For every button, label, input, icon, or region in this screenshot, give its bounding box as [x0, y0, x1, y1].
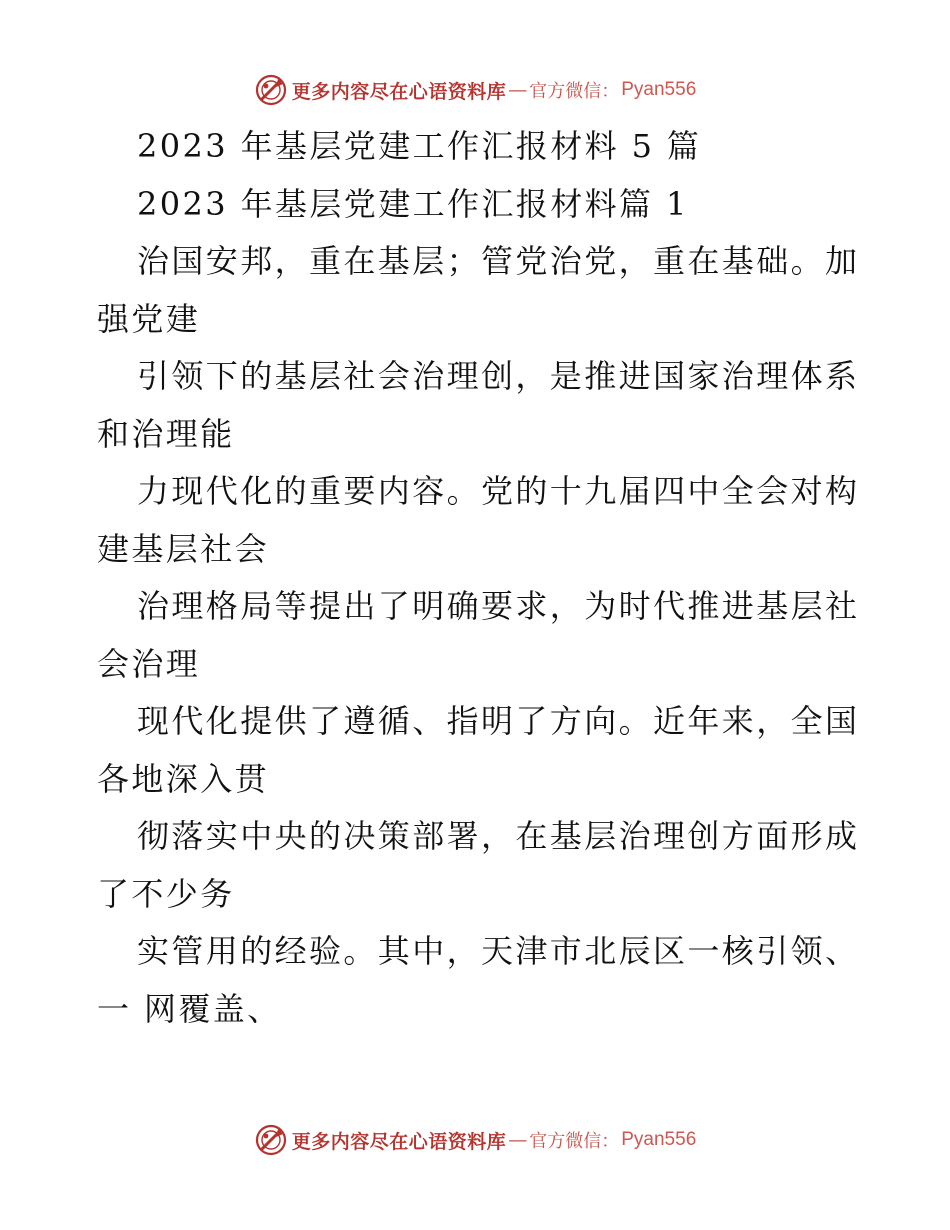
banner-text: 更多内容尽在心语资料库 [291, 80, 507, 103]
paragraph-line: 引领下的基层社会治理创，是推进国家治理体系 [137, 357, 860, 395]
paragraph-line: 力现代化的重要内容。党的十九届四中全会对构 [137, 472, 860, 510]
document-body [97, 118, 860, 1038]
paragraph-line: 治国安邦，重在基层；管党治党，重在基础。加 [137, 242, 860, 280]
paragraph-line: 会治理 [97, 644, 201, 683]
paragraph-line: 实管用的经验。其中，天津市北辰区一核引领、 [137, 932, 860, 970]
banner-separator: — [508, 1129, 528, 1151]
paragraph-line: 了不少务 [97, 874, 235, 913]
paragraph-line: 治理格局等提出了明确要求，为时代推进基层社 [137, 587, 860, 625]
header-watermark-banner [0, 70, 950, 110]
paragraph-line: 现代化提供了遵循、指明了方向。近年来，全国 [137, 702, 860, 740]
paragraph-line: 各地深入贯 [97, 759, 270, 798]
banner-official-label: 官方微信： [529, 81, 620, 102]
banner-wechat-id: Pyan556 [621, 79, 697, 100]
banner-separator: — [508, 79, 528, 101]
banner-wechat-id: Pyan556 [621, 1129, 697, 1150]
paragraph-line: 一 网覆盖、 [97, 989, 282, 1028]
document-title-line: 2023 年基层党建工作汇报材料篇 1 [137, 184, 689, 223]
brand-logo-icon [254, 1123, 288, 1157]
paragraph-line: 建基层社会 [97, 529, 270, 568]
paragraph-line: 和治理能 [97, 414, 235, 453]
brand-logo-icon [254, 73, 288, 107]
footer-watermark-banner [0, 1120, 950, 1160]
paragraph-line: 强党建 [97, 299, 201, 338]
paragraph-line: 彻落实中央的决策部署，在基层治理创方面形成 [137, 817, 860, 855]
banner-text: 更多内容尽在心语资料库 [291, 1130, 507, 1153]
document-title-line: 2023 年基层党建工作汇报材料 5 篇 [137, 127, 702, 165]
banner-official-label: 官方微信： [529, 1131, 620, 1152]
